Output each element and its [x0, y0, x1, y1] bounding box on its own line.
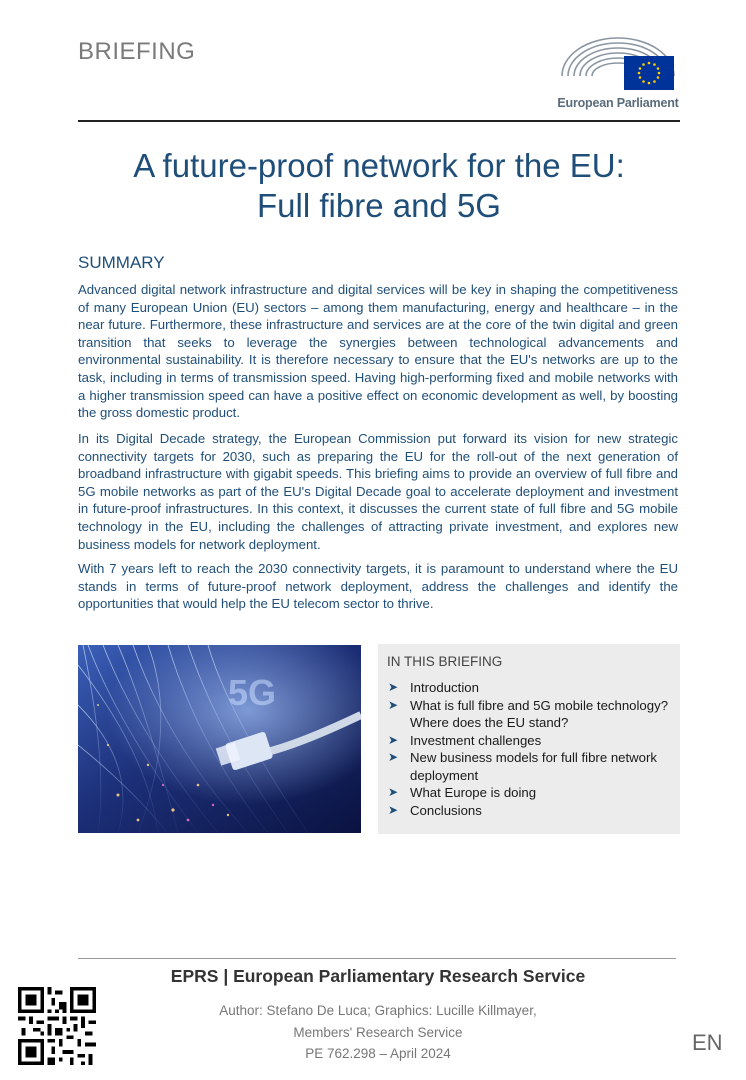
toc-item[interactable]: ➤ Conclusions: [388, 802, 482, 818]
in-this-briefing-box: [378, 644, 680, 834]
summary-paragraph: In its Digital Decade strategy, the European Commission put forward its vision for new strategic connectivity targets for 2030, such as preparing the EU for the roll-out of the next generation of broadband infrastructure with gigabit speeds. This briefing aims to provide an overview of full fibre and 5G mobile networks as part of the EU's Digital Decade goal to accelerate deployment and investment in future-proof infrastructures. In this context, it discusses the current state of full fibre and 5G mobile technology in the EU, including the challenges of attracting private investment, and explores new business models for network deployment.: [78, 431, 678, 552]
arrow-right-icon: ➤: [388, 732, 399, 747]
arrow-right-icon: ➤: [388, 750, 399, 764]
reference-line: PE 762.298 – April 2024: [305, 1046, 451, 1061]
summary-heading: SUMMARY: [78, 253, 165, 272]
document-type-label: BRIEFING: [78, 38, 196, 65]
footer-divider: [78, 958, 676, 959]
title-line-2: Full fibre and 5G: [257, 187, 501, 224]
summary-paragraph: Advanced digital network infrastructure and digital services will be key in shaping the competitiveness of many European Union (EU) sectors – among them manufacturing, energy and healthcare – in the near future. Furthermore, these infrastructure and services are at the core of the twin digital and green transition that seeks to leverage the synergies between technological advancements and environmental sustainability. It is therefore necessary to ensure that the EU's networks are up to the task, including in terms of transmission speed. Having high-performing fixed and mobile networks with a higher transmission speed can have a positive effect on economic development as well, by boosting the gross domestic product.: [78, 282, 678, 421]
header-divider: [78, 120, 680, 122]
arrow-right-icon: ➤: [388, 680, 399, 694]
toc-item[interactable]: ➤ Investment challenges: [388, 732, 542, 748]
toc-item[interactable]: ➤ Introduction: [388, 680, 479, 695]
fibre-5g-illustration: [78, 645, 361, 833]
document-title: [78, 146, 680, 226]
institution-name: European Parliament: [557, 96, 679, 110]
language-code: EN: [692, 1030, 723, 1055]
author-line: Author: Stefano De Luca; Graphics: Lucille Killmayer,: [219, 1003, 537, 1018]
toc-list: [386, 679, 674, 819]
arrow-right-icon: ➤: [388, 802, 399, 817]
image-5g-label: 5G: [228, 672, 277, 713]
footer-metadata: [78, 1000, 678, 1065]
european-parliament-logo: [556, 26, 680, 116]
eprs-service-name: EPRS | European Parliamentary Research Service: [170, 966, 586, 986]
summary-paragraph: With 7 years left to reach the 2030 connectivity targets, it is paramount to understand where the EU stands in terms of future-proof network deployment, address the challenges and identify the opportunities that would help the EU telecom sector to thrive.: [78, 561, 678, 612]
toc-title: IN THIS BRIEFING: [387, 654, 503, 669]
eu-flag-icon: [624, 56, 674, 90]
qr-code[interactable]: [18, 987, 96, 1065]
title-line-1: A future-proof network for the EU:: [133, 147, 625, 184]
toc-item[interactable]: ➤ What is full fibre and 5G mobile technology? Where does the EU stand?: [388, 697, 669, 730]
arrow-right-icon: ➤: [388, 785, 399, 799]
toc-item[interactable]: ➤ What Europe is doing: [388, 785, 537, 800]
unit-line: Members' Research Service: [293, 1024, 463, 1040]
toc-item[interactable]: ➤ New business models for full fibre network deployment: [388, 750, 658, 783]
hemicycle-icon: [556, 26, 680, 96]
arrow-right-icon: ➤: [388, 697, 399, 712]
